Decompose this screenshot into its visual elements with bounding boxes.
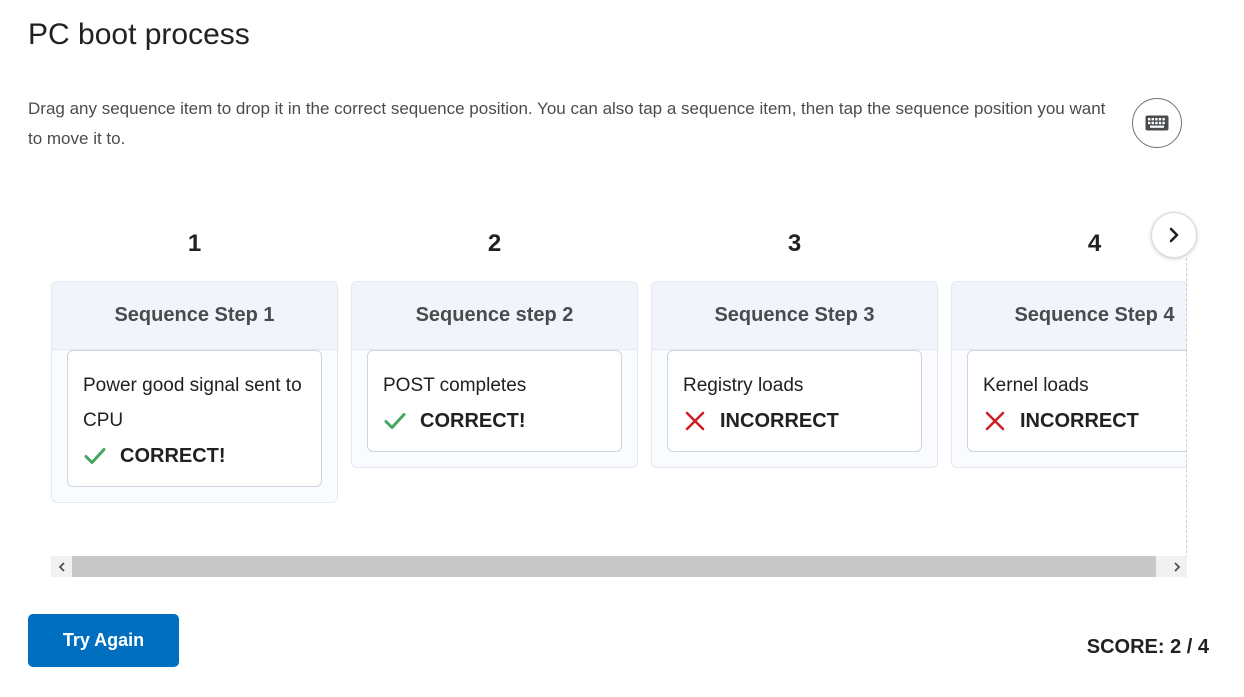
keyboard-mode-button[interactable] (1132, 98, 1182, 148)
scroll-left-arrow[interactable] (51, 556, 72, 577)
sequence-item-card[interactable] (367, 350, 622, 452)
scrollbar-thumb[interactable] (72, 556, 1156, 577)
result-label: INCORRECT (1020, 409, 1139, 432)
score-text: SCORE: 2 / 4 (1086, 636, 1209, 658)
result-label: INCORRECT (720, 409, 839, 432)
step-label: Sequence Step 1 (52, 282, 337, 350)
scroll-next-button[interactable] (1151, 212, 1197, 258)
step-label: Sequence step 2 (352, 282, 637, 350)
x-icon (683, 409, 707, 433)
position-number: 3 (787, 230, 802, 257)
position-number: 4 (1087, 230, 1102, 257)
sequence-scroller[interactable] (51, 210, 1187, 540)
keyboard-icon (1145, 115, 1169, 131)
position-number: 1 (187, 230, 202, 257)
try-again-button[interactable]: Try Again (28, 614, 179, 667)
sequence-item-text: Kernel loads (983, 375, 1089, 396)
result-label: CORRECT! (420, 409, 526, 432)
checkmark-icon (383, 409, 407, 433)
result-label: CORRECT! (120, 444, 226, 467)
sequence-item-text: Power good signal sent to CPU (83, 375, 302, 431)
instructions-text: Drag any sequence item to drop it in the correct sequence position. You can also tap a sequence item, then tap the sequence position you want to move it to. (28, 99, 1106, 148)
sequence-item-card[interactable] (667, 350, 922, 452)
horizontal-scrollbar[interactable] (51, 556, 1187, 577)
result-status (983, 409, 1187, 433)
drop-zone-3[interactable] (651, 281, 938, 468)
result-status (83, 444, 306, 468)
sequence-item-text: POST completes (383, 375, 527, 396)
result-status (683, 409, 906, 433)
chevron-right-icon (1173, 562, 1181, 572)
sequence-item-card[interactable] (967, 350, 1187, 452)
position-number: 2 (487, 230, 502, 257)
drop-zone-1[interactable] (51, 281, 338, 503)
chevron-right-icon (1167, 227, 1181, 243)
sequence-item-text: Registry loads (683, 375, 804, 396)
chevron-left-icon (58, 562, 66, 572)
sequence-item-card[interactable] (67, 350, 322, 487)
scroll-right-arrow[interactable] (1166, 556, 1187, 577)
drop-zone-2[interactable] (351, 281, 638, 468)
page-title: PC boot process (28, 18, 250, 51)
result-status (383, 409, 606, 433)
x-icon (983, 409, 1007, 433)
step-label: Sequence Step 4 (952, 282, 1187, 350)
drop-zone-4[interactable] (951, 281, 1187, 468)
step-label: Sequence Step 3 (652, 282, 937, 350)
scroll-edge-divider (1186, 258, 1187, 558)
checkmark-icon (83, 444, 107, 468)
